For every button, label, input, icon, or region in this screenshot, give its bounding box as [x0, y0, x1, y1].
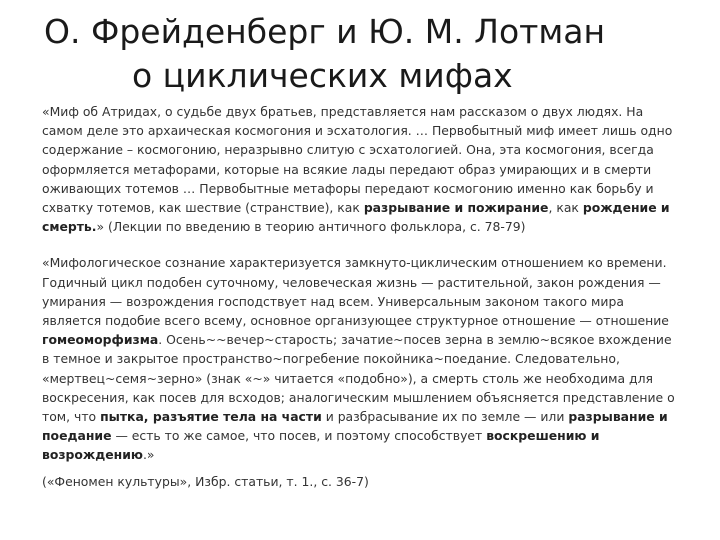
emphasis-text: рождение и смерть. [42, 200, 670, 235]
quote-lotman [42, 253, 680, 464]
quote-text: » (Лекции по введению в теорию античного фольклора, с. 78-79) [96, 219, 526, 235]
quote-freidenberg [42, 102, 680, 236]
quote-text: «Мифологическое сознание характеризуется замкнуто-циклическим отношением ко времени. Годичный цикл подобен суточному, человеческая жизнь — растительной, закон рождения — умирания — возрождения господствует над всем. Универсальным законом такого мира является подобие всего всему, основное организующее структурное отношение — отношение [42, 255, 669, 329]
emphasis-text: разрывание и пожирание [363, 200, 549, 216]
emphasis-text: пытка, разъятие тела на части [100, 409, 322, 425]
quote-source: («Феномен культуры», Избр. статьи, т. 1., с. 36-7) [42, 473, 369, 489]
slide-body [42, 102, 680, 491]
emphasis-text: разрывание и поедание [42, 409, 668, 444]
slide-title [44, 10, 684, 98]
quote-text: «Миф об Атридах, о судьбе двух братьев, представляется нам рассказом о двух людях. На самом деле это архаическая космогония и эсхатология. … Первобытный миф имеет лишь одно содержание – космогонию, неразрывно слитую с эсхатологией. Она, эта космогония, всегда оформляется метафорами, которые на всякие лады передают образ умирающих и в смерти оживающих тотемов … Первобытные метафоры передают космогонию именно как борьбу и схватку тотемов, как шествие (странствие), как [42, 104, 673, 216]
quote-text: — есть то же самое, что посев, и поэтому способствует [111, 428, 487, 444]
emphasis-text: воскрешению и возрождению [42, 428, 600, 463]
quote-text: .» [142, 447, 155, 463]
title-line-1: О. Фрейденберг и Ю. М. Лотман [44, 12, 606, 51]
quote-text: . Осень~~вечер~старость; зачатие~посев зерна в землю~всякое вхождение в темное и закрытое пространство~погребение покойника~поедание. Следовательно, «мертвец~семя~зерно» (знак «~» читается «подобно»), а смерть столь же необходима для воскресения, как посев для всходов; аналогическим мышлением объясняется представление о том, что [42, 332, 675, 425]
title-line-2: о циклических мифах [132, 56, 513, 95]
quote-text: и разбрасывание их по земле — или [321, 409, 569, 425]
quote-text: , как [548, 200, 583, 216]
emphasis-text: гомеоморфизма [42, 332, 159, 348]
